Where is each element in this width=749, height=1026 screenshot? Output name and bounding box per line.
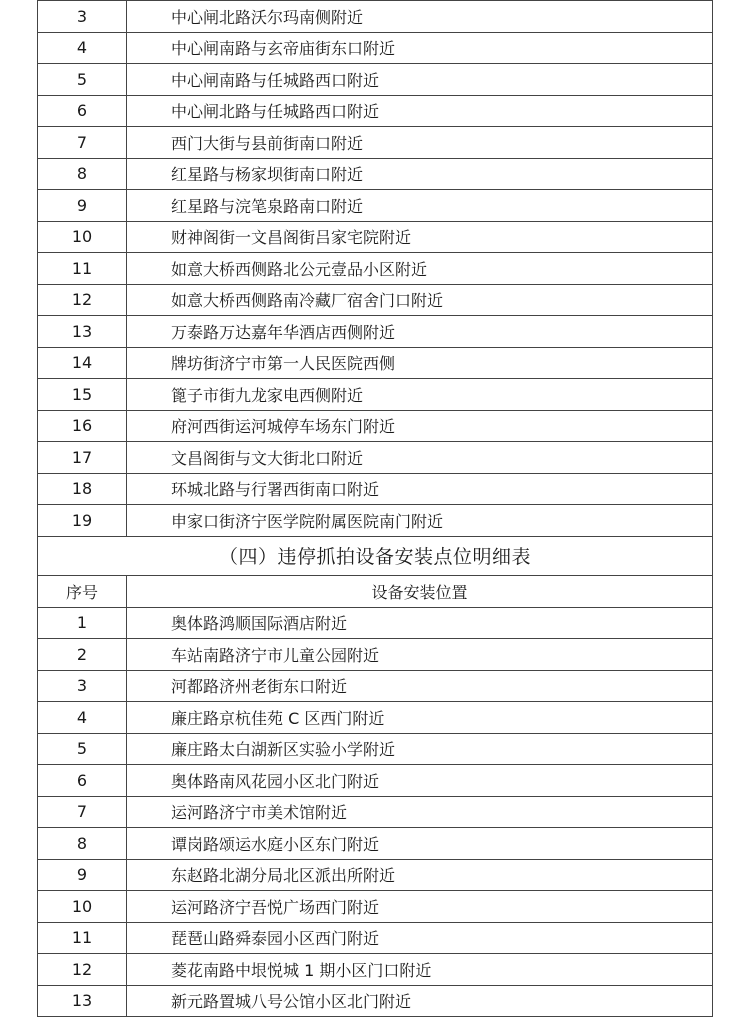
serial-number-cell: 18 (38, 473, 127, 505)
table-row (38, 505, 713, 537)
serial-number-cell: 13 (38, 316, 127, 348)
serial-number-cell: 10 (38, 221, 127, 253)
header-install-location: 设备安装位置 (127, 575, 713, 607)
location-cell: 中心闸南路与玄帝庙街东口附近 (127, 32, 713, 64)
serial-number-cell: 10 (38, 891, 127, 923)
serial-number-cell: 14 (38, 347, 127, 379)
serial-number-cell: 5 (38, 64, 127, 96)
table-row (38, 607, 713, 639)
serial-number-cell: 9 (38, 190, 127, 222)
table-row (38, 473, 713, 505)
serial-number-cell: 9 (38, 859, 127, 891)
location-cell: 万泰路万达嘉年华酒店西侧附近 (127, 316, 713, 348)
section-title-row (38, 536, 713, 575)
serial-number-cell: 4 (38, 702, 127, 734)
serial-number-cell: 3 (38, 1, 127, 33)
table-row (38, 670, 713, 702)
table-row (38, 190, 713, 222)
table-b-body (38, 607, 713, 1017)
table-row (38, 733, 713, 765)
location-cell: 廉庄路京杭佳苑 C 区西门附近 (127, 702, 713, 734)
serial-number-cell: 7 (38, 127, 127, 159)
table-row (38, 954, 713, 986)
table-row (38, 702, 713, 734)
serial-number-cell: 5 (38, 733, 127, 765)
table-row (38, 379, 713, 411)
table-row (38, 158, 713, 190)
table-row (38, 347, 713, 379)
location-cell: 新元路置城八号公馆小区北门附近 (127, 985, 713, 1017)
location-cell: 运河路济宁吾悦广场西门附近 (127, 891, 713, 923)
table-row (38, 253, 713, 285)
header-serial-number: 序号 (38, 575, 127, 607)
header-row (38, 575, 713, 607)
serial-number-cell: 19 (38, 505, 127, 537)
table-row (38, 95, 713, 127)
location-cell: 如意大桥西侧路北公元壹品小区附近 (127, 253, 713, 285)
serial-number-cell: 12 (38, 284, 127, 316)
location-cell: 环城北路与行署西街南口附近 (127, 473, 713, 505)
location-cell: 财神阁街一文昌阁街吕家宅院附近 (127, 221, 713, 253)
location-cell: 文昌阁街与文大街北口附近 (127, 442, 713, 474)
table-row (38, 985, 713, 1017)
table-a-body (38, 1, 713, 537)
table-row (38, 796, 713, 828)
location-cell: 奥体路南风花园小区北门附近 (127, 765, 713, 797)
location-cell: 西门大街与县前街南口附近 (127, 127, 713, 159)
table-row (38, 859, 713, 891)
table-row (38, 127, 713, 159)
location-table (37, 0, 713, 1017)
table-row (38, 828, 713, 860)
serial-number-cell: 11 (38, 253, 127, 285)
location-cell: 中心闸北路沃尔玛南侧附近 (127, 1, 713, 33)
table-row (38, 1, 713, 33)
location-cell: 红星路与浣笔泉路南口附近 (127, 190, 713, 222)
serial-number-cell: 8 (38, 828, 127, 860)
table-row (38, 284, 713, 316)
table-row (38, 922, 713, 954)
table-row (38, 442, 713, 474)
table-row (38, 410, 713, 442)
serial-number-cell: 3 (38, 670, 127, 702)
location-cell: 篦子市街九龙家电西侧附近 (127, 379, 713, 411)
location-cell: 申家口街济宁医学院附属医院南门附近 (127, 505, 713, 537)
section-title: （四）违停抓拍设备安装点位明细表 (38, 536, 713, 575)
serial-number-cell: 4 (38, 32, 127, 64)
location-cell: 菱花南路中垠悦城 1 期小区门口附近 (127, 954, 713, 986)
document-sheet (37, 0, 713, 1017)
serial-number-cell: 6 (38, 95, 127, 127)
table-row (38, 765, 713, 797)
serial-number-cell: 7 (38, 796, 127, 828)
table-row (38, 32, 713, 64)
location-cell: 运河路济宁市美术馆附近 (127, 796, 713, 828)
table-row (38, 221, 713, 253)
location-cell: 河都路济州老街东口附近 (127, 670, 713, 702)
location-cell: 中心闸北路与任城路西口附近 (127, 95, 713, 127)
serial-number-cell: 11 (38, 922, 127, 954)
section-four-title-body (38, 536, 713, 607)
location-cell: 谭岗路颂运水庭小区东门附近 (127, 828, 713, 860)
serial-number-cell: 6 (38, 765, 127, 797)
serial-number-cell: 13 (38, 985, 127, 1017)
location-cell: 廉庄路太白湖新区实验小学附近 (127, 733, 713, 765)
location-cell: 府河西街运河城停车场东门附近 (127, 410, 713, 442)
table-row (38, 316, 713, 348)
table-row (38, 639, 713, 671)
serial-number-cell: 15 (38, 379, 127, 411)
serial-number-cell: 8 (38, 158, 127, 190)
serial-number-cell: 16 (38, 410, 127, 442)
serial-number-cell: 12 (38, 954, 127, 986)
location-cell: 东赵路北湖分局北区派出所附近 (127, 859, 713, 891)
table-row (38, 891, 713, 923)
table-row (38, 64, 713, 96)
serial-number-cell: 1 (38, 607, 127, 639)
location-cell: 琵琶山路舜泰园小区西门附近 (127, 922, 713, 954)
serial-number-cell: 17 (38, 442, 127, 474)
serial-number-cell: 2 (38, 639, 127, 671)
location-cell: 红星路与杨家坝街南口附近 (127, 158, 713, 190)
location-cell: 如意大桥西侧路南冷藏厂宿舍门口附近 (127, 284, 713, 316)
location-cell: 奥体路鸿顺国际酒店附近 (127, 607, 713, 639)
location-cell: 牌坊街济宁市第一人民医院西侧 (127, 347, 713, 379)
location-cell: 车站南路济宁市儿童公园附近 (127, 639, 713, 671)
location-cell: 中心闸南路与任城路西口附近 (127, 64, 713, 96)
